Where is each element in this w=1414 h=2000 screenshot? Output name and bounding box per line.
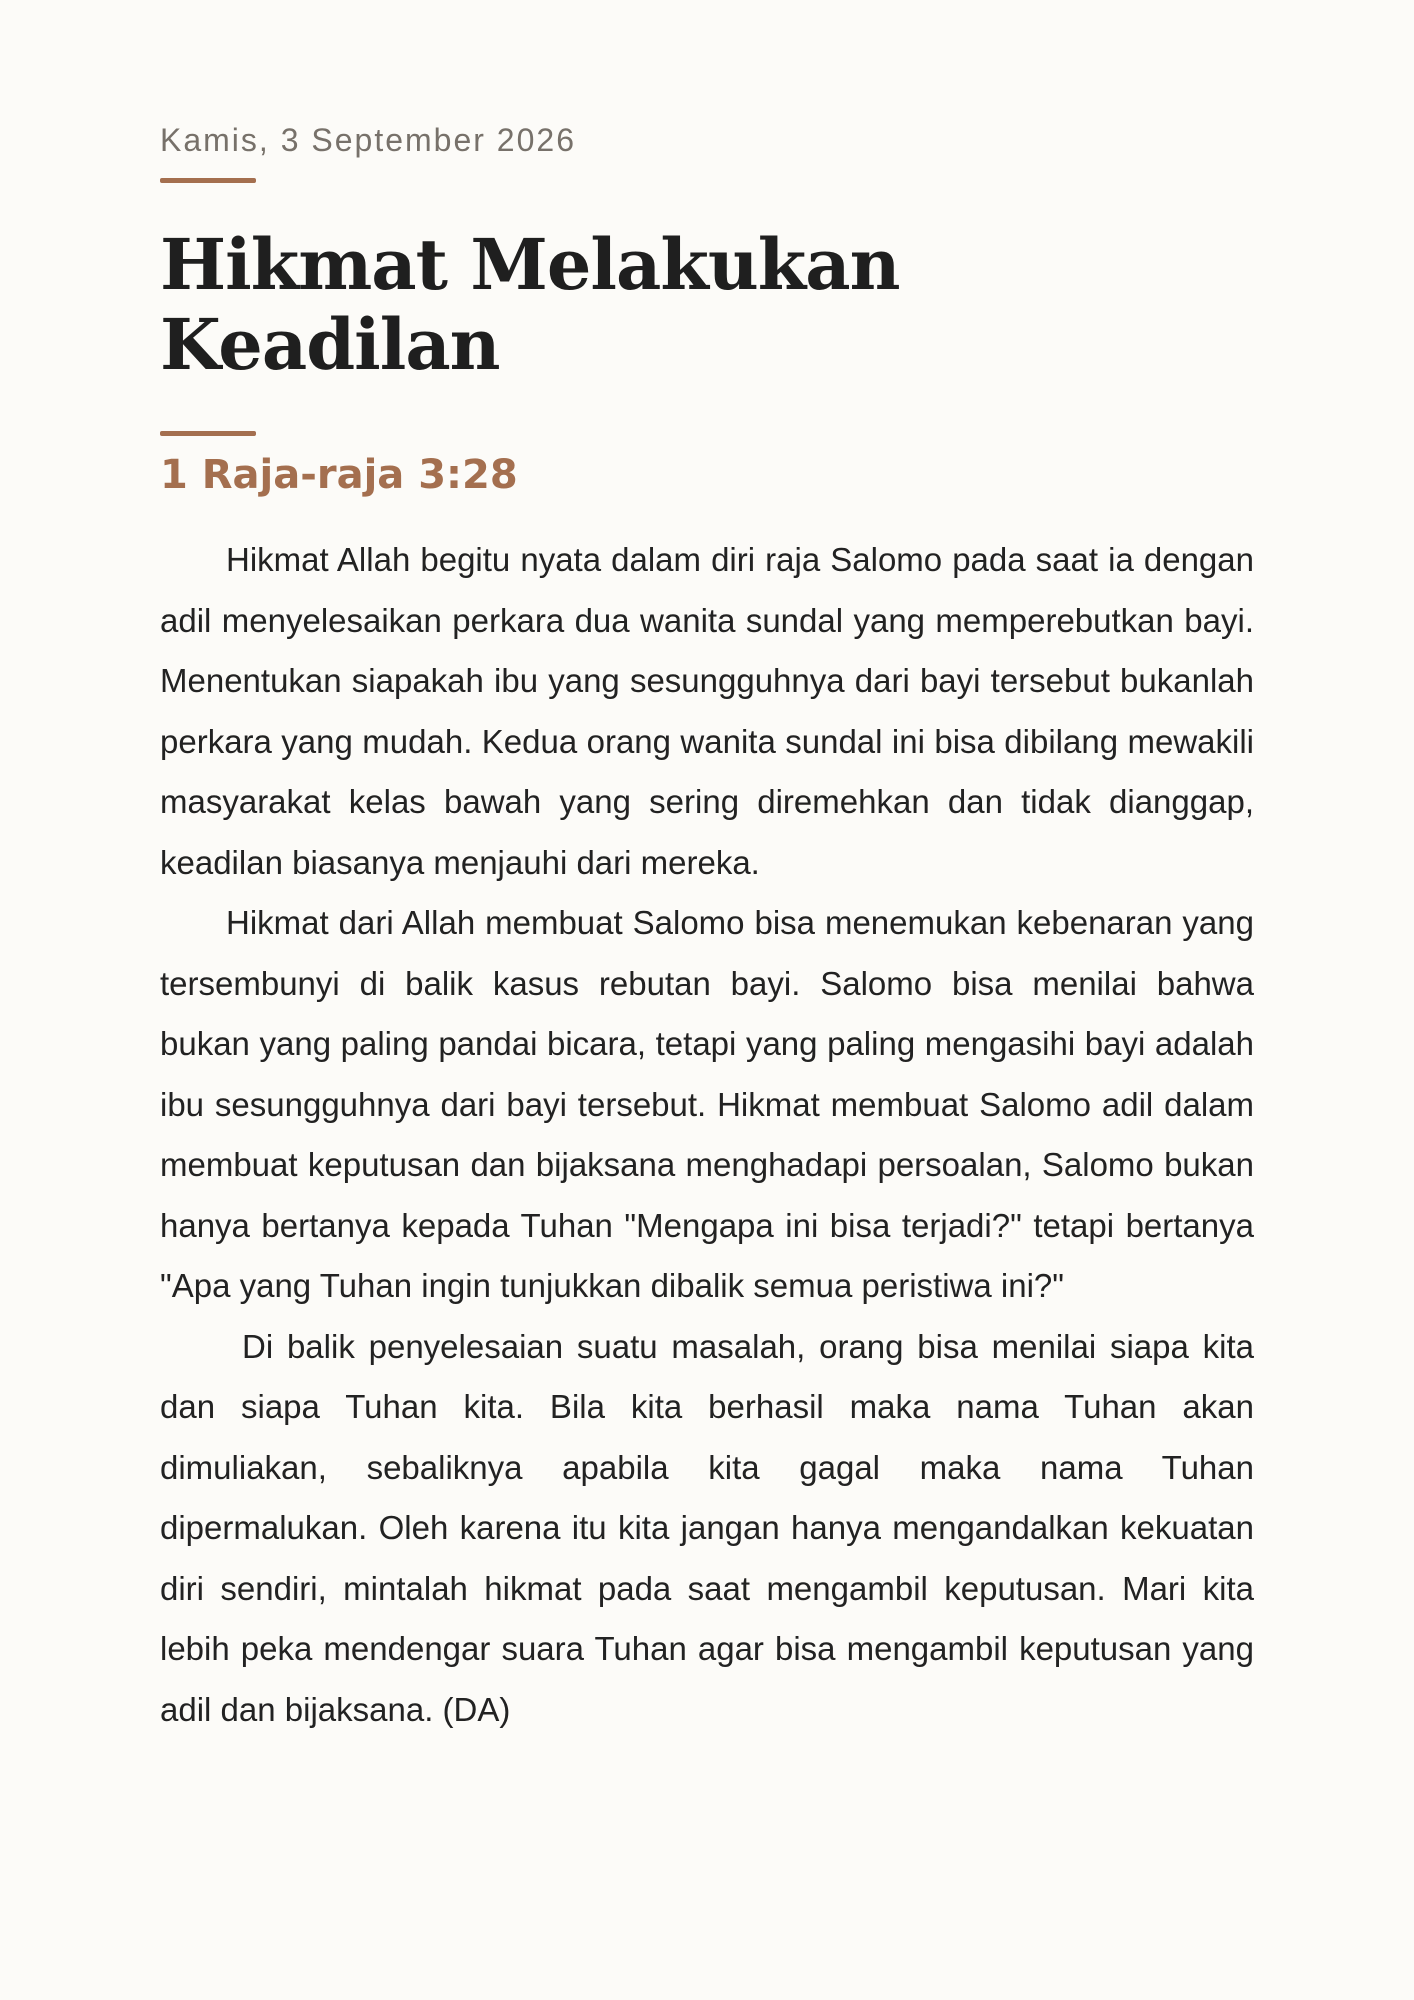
date-label: Kamis, 3 September 2026 [160, 122, 576, 158]
verse-reference: 1 Raja-raja 3:28 [160, 452, 518, 498]
accent-divider-verse [160, 431, 256, 436]
devotional-body [160, 530, 1254, 1740]
page-title: Hikmat Melakukan Keadilan [160, 223, 900, 386]
paragraph-3: Di balik penyelesaian suatu masalah, orang bisa menilai siapa kita dan siapa Tuhan kita. Bila kita berhasil maka nama Tuhan akan dimuliakan, sebaliknya apabila kita gagal maka nama Tuhan dipermalukan. Oleh karena itu kita jangan hanya mengandalkan kekuatan diri sendiri, mintalah hikmat pada saat mengambil keputusan. Mari kita lebih peka mendengar suara Tuhan agar bisa mengambil keputusan yang adil dan bijaksana. (DA) [160, 1327, 1254, 1728]
devotional-page [160, 120, 1254, 1740]
paragraph-1: Hikmat Allah begitu nyata dalam diri raja Salomo pada saat ia dengan adil menyelesaikan perkara dua wanita sundal yang memperebutkan bayi. Menentukan siapakah ibu yang sesungguhnya dari bayi tersebut bukanlah perkara yang mudah. Kedua orang wanita sundal ini bisa dibilang mewakili masyarakat kelas bawah yang sering diremehkan dan tidak dianggap, keadilan biasanya menjauhi dari mereka. [160, 541, 1254, 881]
paragraph-2: Hikmat dari Allah membuat Salomo bisa menemukan kebenaran yang tersembunyi di balik kasus rebutan bayi. Salomo bisa menilai bahwa bukan yang paling pandai bicara, tetapi yang paling mengasihi bayi adalah ibu sesungguhnya dari bayi tersebut. Hikmat membuat Salomo adil dalam membuat keputusan dan bijaksana menghadapi persoalan, Salomo bukan hanya bertanya kepada Tuhan "Mengapa ini bisa terjadi?" tetapi bertanya "Apa yang Tuhan ingin tunjukkan dibalik semua peristiwa ini?" [160, 904, 1254, 1304]
accent-divider-top [160, 178, 256, 183]
